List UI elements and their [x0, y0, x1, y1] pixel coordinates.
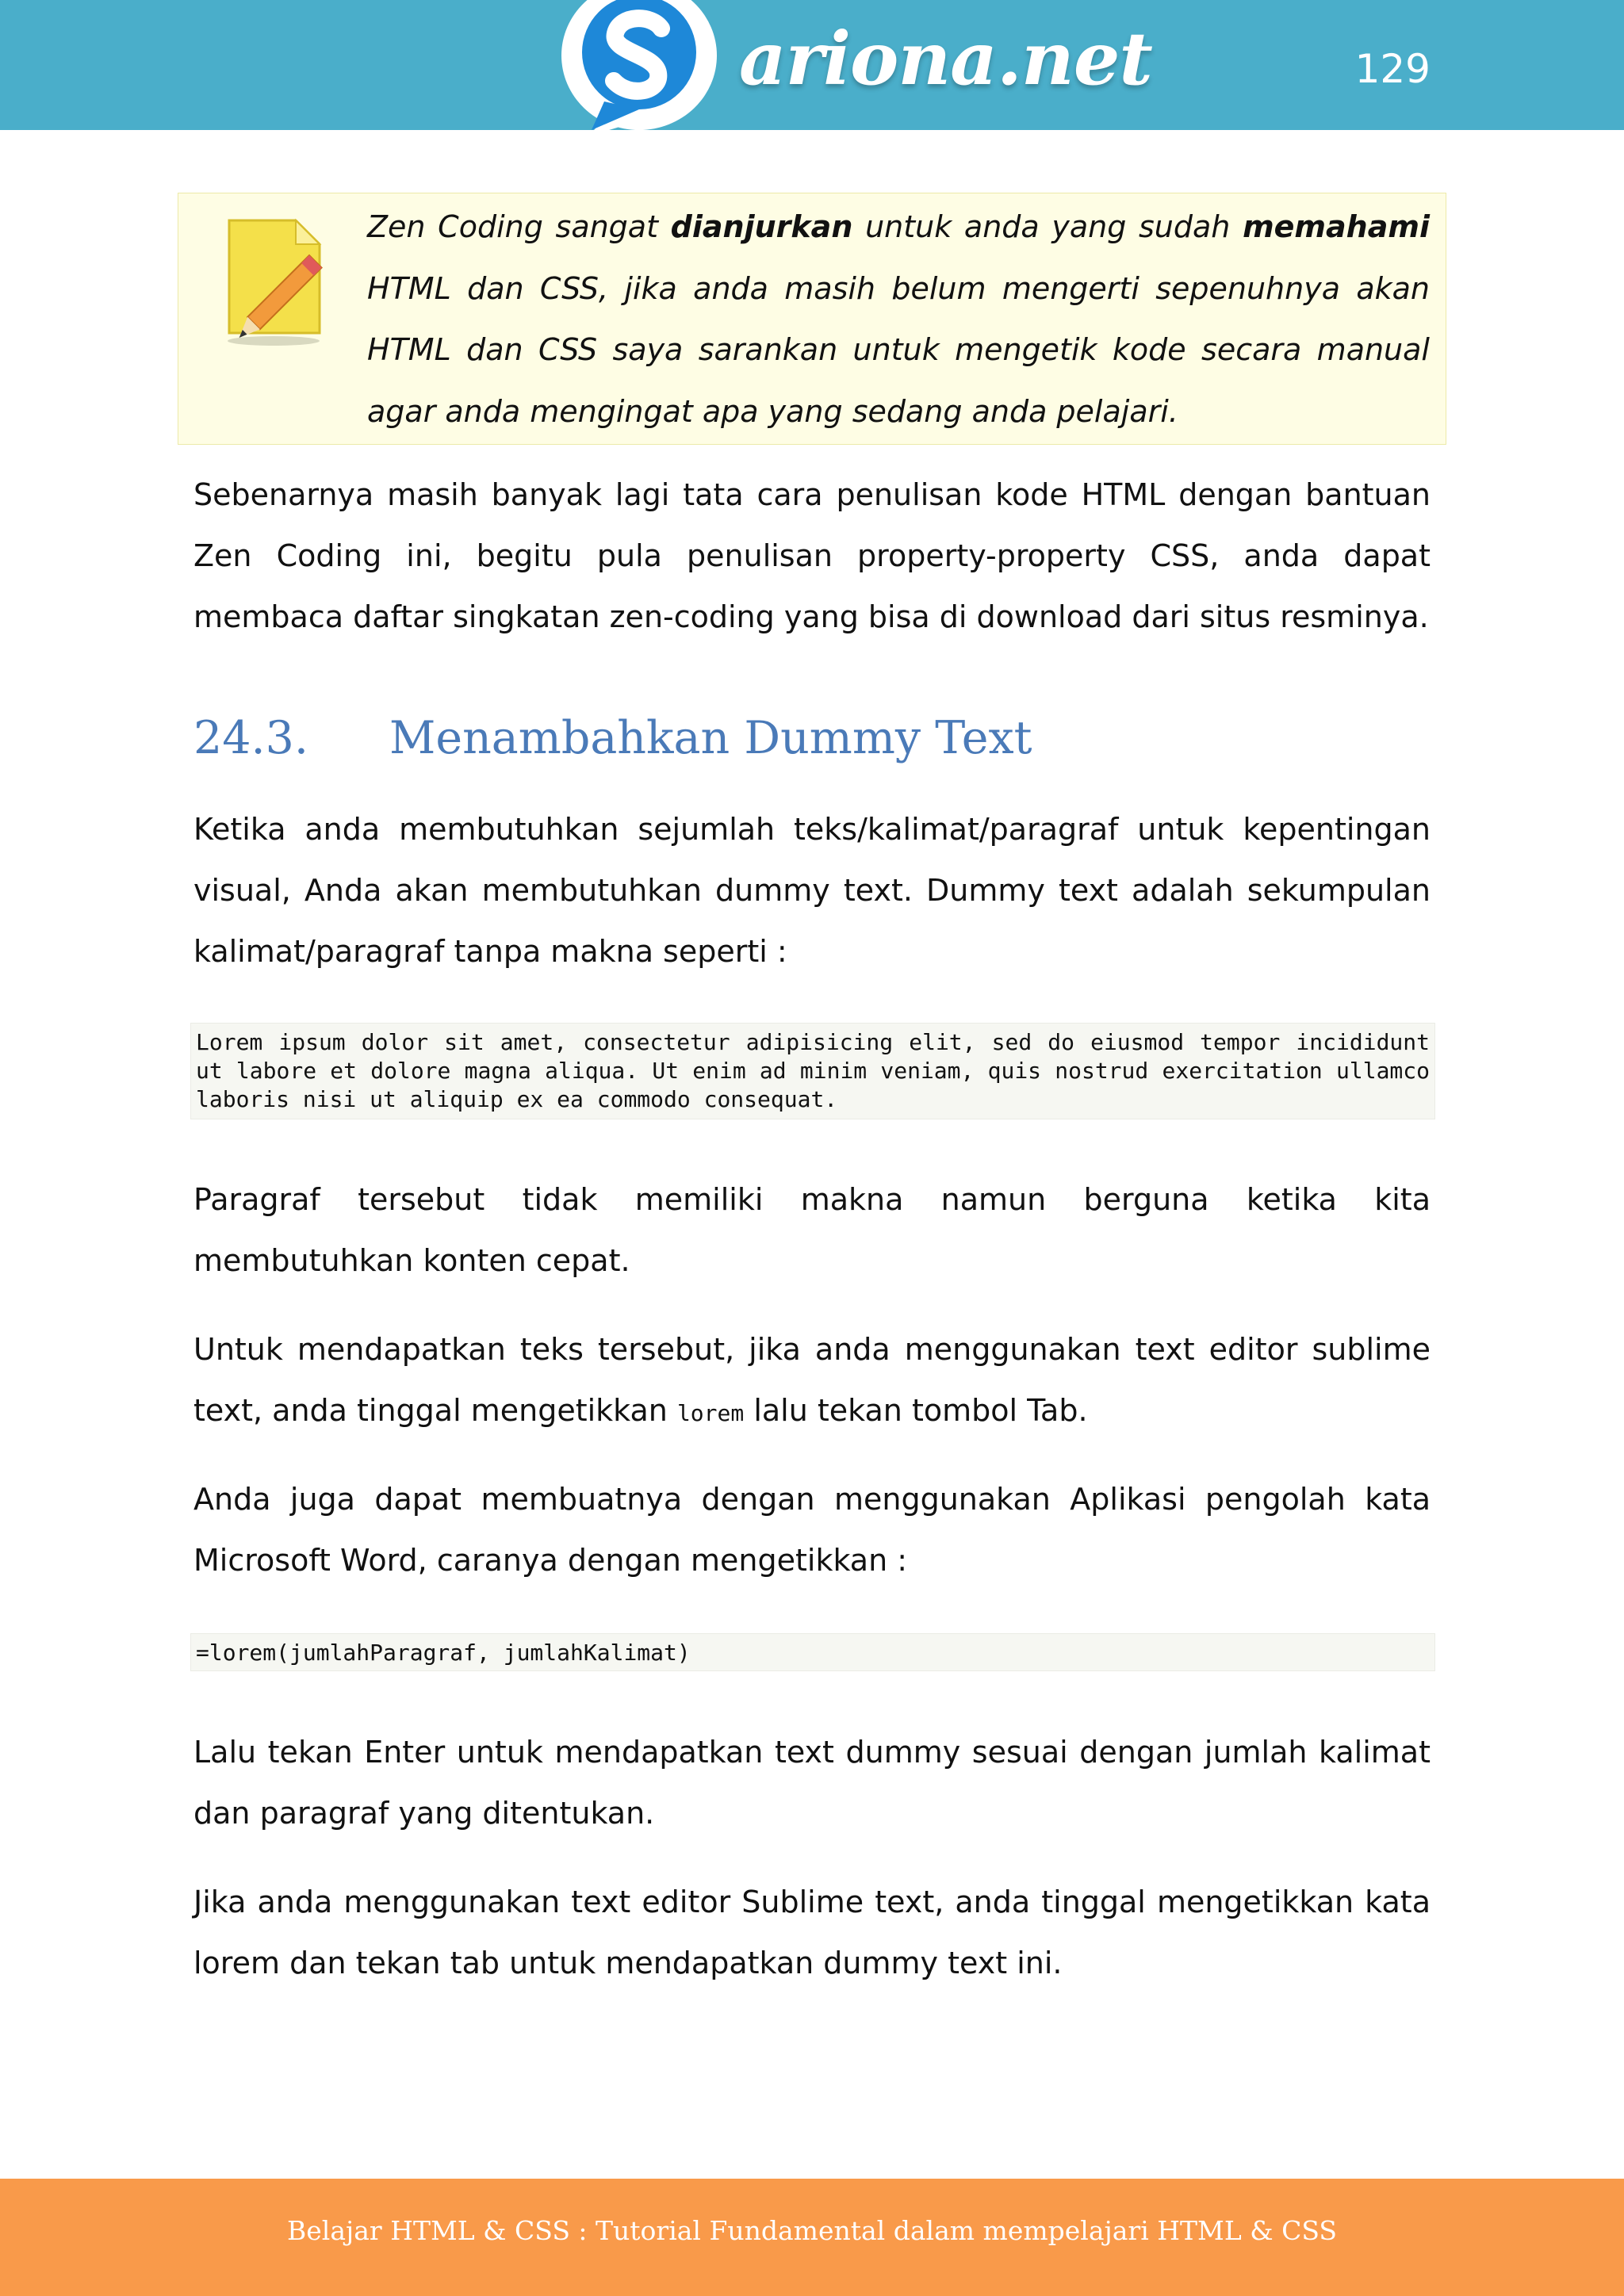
paragraph-word: Anda juga dapat membuatnya dengan menggunakan Aplikasi pengolah kata Microsoft Word, caranya dengan mengetikkan :	[193, 1482, 1431, 1578]
paragraph-intro: Sebenarnya masih banyak lagi tata cara penulisan kode HTML dengan bantuan Zen Coding ini, begitu pula penulisan property-property CSS, anda dapat membaca daftar singkatan zen-coding yang bisa di download dari situs resminya.	[193, 477, 1431, 634]
note-segment-bold: dianjurkan	[670, 209, 853, 244]
note-text	[367, 197, 1430, 442]
note-pencil-icon	[213, 214, 340, 349]
code-block-lorem: Lorem ipsum dolor sit amet, consectetur adipisicing elit, sed do eiusmod tempor incididunt ut labore et dolore magna aliqua. Ut enim ad minim veniam, quis nostrud exercitation ullamco laboris nisi ut aliquip ex ea commodo consequat.	[190, 1023, 1435, 1119]
section-title: Menambahkan Dummy Text	[389, 712, 1032, 764]
inline-code-lorem: lorem	[676, 1400, 745, 1426]
page-footer	[0, 2179, 1624, 2296]
page-header	[0, 0, 1624, 130]
logo-text: ariona.net	[739, 16, 1152, 101]
paragraph-meaning: Paragraf tersebut tidak memiliki makna namun berguna ketika kita membutuhkan konten cepat.	[193, 1182, 1431, 1278]
paragraph-final: Jika anda menggunakan text editor Sublime text, anda tinggal mengetikkan kata lorem dan tekan tab untuk mendapatkan dummy text ini.	[193, 1885, 1431, 1980]
note-segment: HTML dan CSS, jika anda masih belum mengerti sepenuhnya akan HTML dan CSS saya sarankan untuk mengetik kode secara manual agar anda mengingat apa yang sedang anda pelajari.	[367, 270, 1430, 429]
paragraph-enter: Lalu tekan Enter untuk mendapatkan text dummy sesuai dengan jumlah kalimat dan paragraf yang ditentukan.	[193, 1735, 1431, 1831]
paragraph-dummy-intro: Ketika anda membutuhkan sejumlah teks/kalimat/paragraf untuk kepentingan visual, Anda akan membutuhkan dummy text. Dummy text adalah sekumpulan kalimat/paragraf tanpa makna seperti :	[193, 812, 1431, 969]
paragraph-sublime-before: Untuk mendapatkan teks tersebut, jika anda menggunakan text editor sublime text, anda tinggal mengetikkan	[193, 1332, 1431, 1428]
paragraph-sublime-after: lalu tekan tombol Tab.	[744, 1393, 1088, 1428]
page-number: 129	[1354, 46, 1431, 92]
section-heading	[193, 712, 1032, 764]
paragraph-sublime	[193, 1319, 1431, 1444]
footer-text: Belajar HTML & CSS : Tutorial Fundamental dalam mempelajari HTML & CSS	[287, 2215, 1337, 2246]
note-segment: untuk anda yang sudah	[852, 209, 1243, 244]
section-number: 24.3.	[193, 712, 309, 764]
note-segment: Zen Coding sangat	[367, 209, 671, 244]
note-box	[178, 193, 1446, 445]
code-block-formula: =lorem(jumlahParagraf, jumlahKalimat)	[190, 1633, 1435, 1671]
ariona-logo-icon	[557, 0, 718, 138]
note-segment-bold: memahami	[1243, 209, 1430, 244]
